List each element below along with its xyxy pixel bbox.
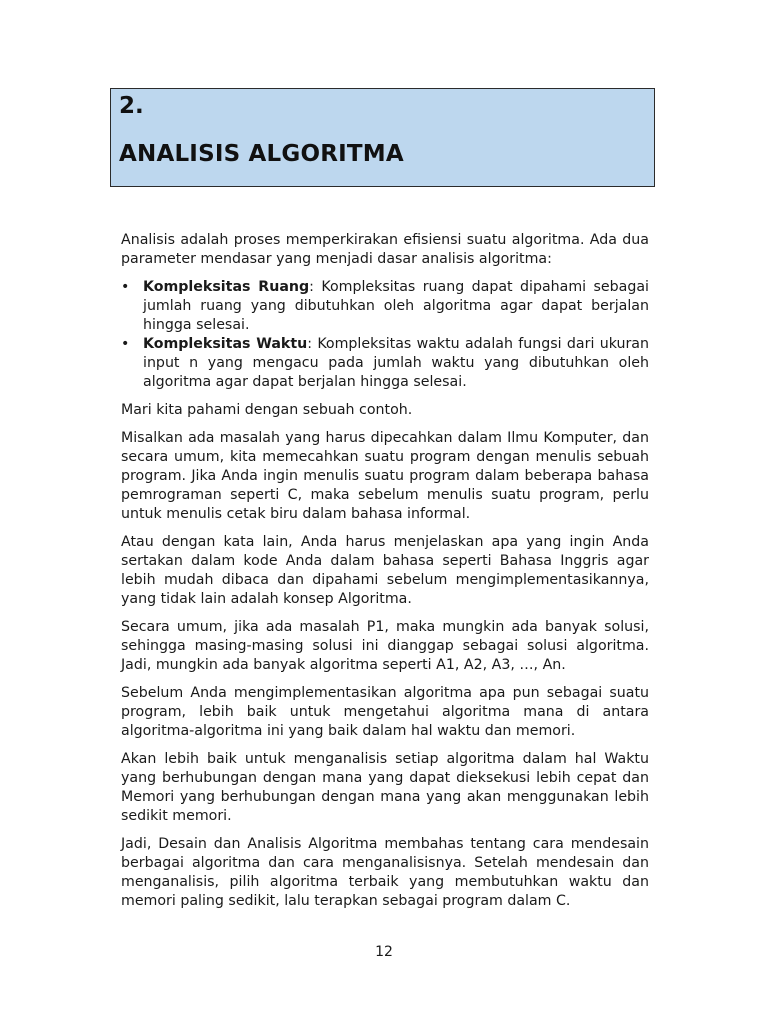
paragraph: Secara umum, jika ada masalah P1, maka mungkin ada banyak solusi, sehingga masing-masing solusi ini dianggap sebagai solusi algoritma. Jadi, mungkin ada banyak algoritma seperti A1, A2, A3, …, An. <box>121 619 649 673</box>
paragraph: Mari kita pahami dengan sebuah contoh. <box>121 402 413 418</box>
paragraph: Misalkan ada masalah yang harus dipecahkan dalam Ilmu Komputer, dan secara umum, kita memecahkan suatu program dengan menulis sebuah program. Jika Anda ingin menulis suatu program dalam beberapa bahasa pemrograman seperti C, maka sebelum menulis suatu program, perlu untuk menulis cetak biru dalam bahasa informal. <box>121 430 649 522</box>
paragraph: Jadi, Desain dan Analisis Algoritma membahas tentang cara mendesain berbagai algoritma dan cara menganalisisnya. Setelah mendesain dan menganalisis, pilih algoritma terbaik yang membutuhkan waktu dan memori paling sedikit, lalu terapkan sebagai program dalam C. <box>121 836 649 909</box>
paragraph: Sebelum Anda mengimplementasikan algoritma apa pun sebagai suatu program, lebih baik untuk mengetahui algoritma mana di antara algoritma-algoritma ini yang baik dalam hal waktu dan memori. <box>121 685 649 739</box>
bullet-icon: • <box>121 336 130 352</box>
chapter-number: 2. <box>119 93 144 119</box>
paragraph: Akan lebih baik untuk menganalisis setiap algoritma dalam hal Waktu yang berhubungan dengan mana yang dapat dieksekusi lebih cepat dan Memori yang berhubungan dengan mana yang akan menggunakan lebih sedikit memori. <box>121 751 649 824</box>
paragraph: Atau dengan kata lain, Anda harus menjelaskan apa yang ingin Anda sertakan dalam kode Anda dalam bahasa seperti Bahasa Inggris agar lebih mudah dibaca dan dipahami sebelum mengimplementasikannya, yang tidak lain adalah konsep Algoritma. <box>121 534 649 607</box>
list-item <box>121 278 649 335</box>
bullet-list <box>121 278 649 392</box>
bullet-text: : Kompleksitas ruang dapat dipahami sebagai jumlah ruang yang dibutuhkan oleh algoritma agar dapat berjalan hingga selesai. <box>143 279 649 333</box>
chapter-heading-box <box>110 88 655 187</box>
bullet-term: Kompleksitas Ruang <box>143 279 310 295</box>
bullet-term: Kompleksitas Waktu <box>143 336 308 352</box>
list-item <box>121 335 649 392</box>
bullet-icon: • <box>121 279 130 295</box>
bullet-text: : Kompleksitas waktu adalah fungsi dari ukuran input n yang mengacu pada jumlah waktu yang dibutuhkan oleh algoritma agar dapat berjalan hingga selesai. <box>143 336 649 390</box>
intro-paragraph: Analisis adalah proses memperkirakan efisiensi suatu algoritma. Ada dua parameter mendasar yang menjadi dasar analisis algoritma: <box>121 232 649 267</box>
body-text <box>121 231 649 920</box>
page-number: 12 <box>375 944 393 960</box>
chapter-title: ANALISIS ALGORITMA <box>119 141 404 167</box>
